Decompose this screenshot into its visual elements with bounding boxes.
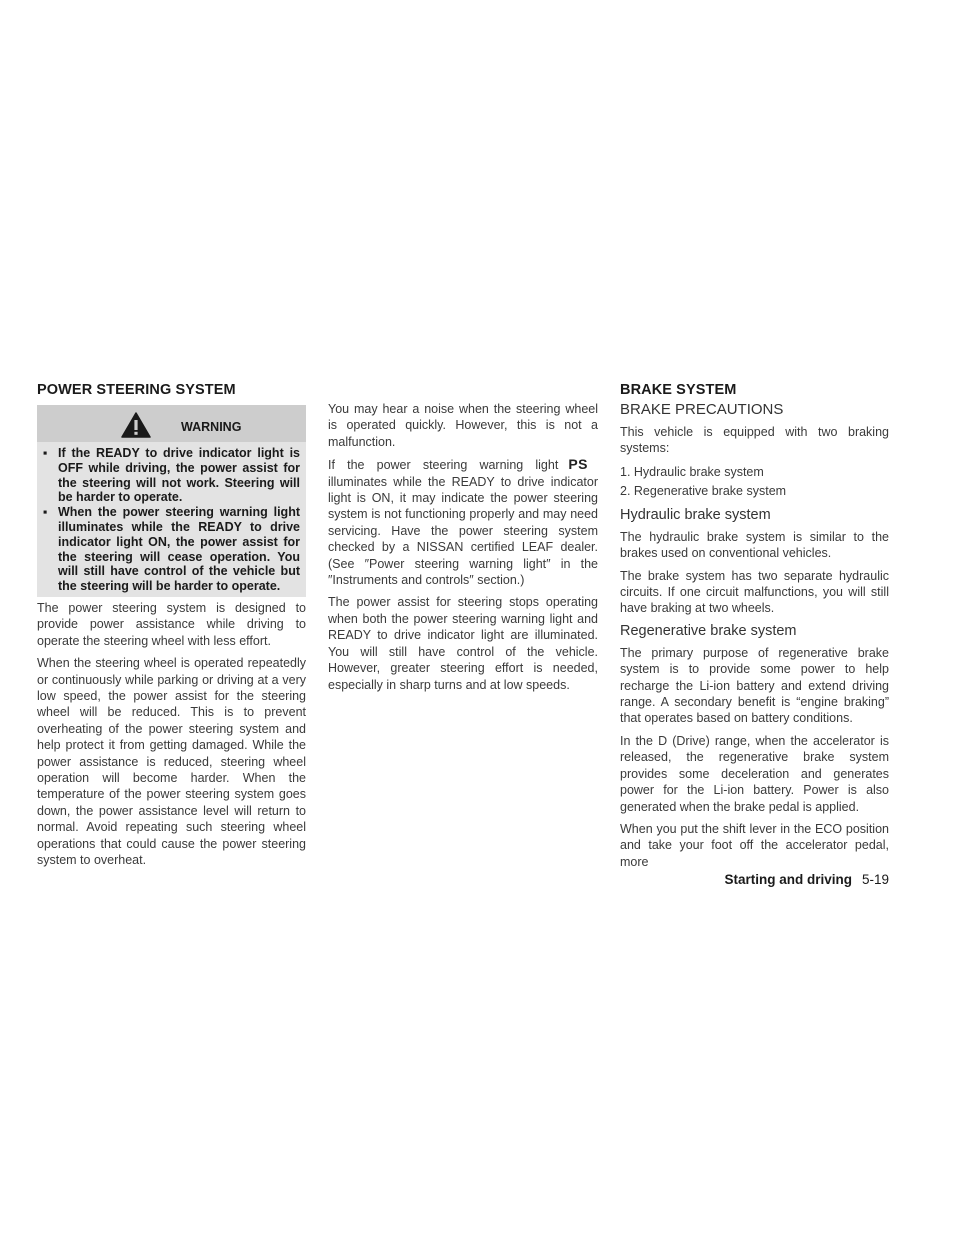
warning-header — [37, 405, 306, 442]
braking-systems-list — [620, 463, 889, 501]
bullet-icon: ▪ — [43, 446, 48, 460]
brake-precautions-heading: BRAKE PRECAUTIONS — [620, 401, 784, 418]
paragraph: When you put the shift lever in the ECO position and take your foot off the accelerator pedal, more — [620, 821, 889, 869]
bullet-icon: ▪ — [43, 505, 48, 520]
list-item: 2. Regenerative brake system — [620, 483, 787, 498]
right-body — [620, 401, 889, 876]
page-footer — [724, 872, 889, 887]
warning-label: WARNING — [181, 420, 242, 434]
power-steering-heading: POWER STEERING SYSTEM — [37, 382, 236, 398]
warning-item-text: When the power steering warning light illuminates while the READY to drive indicator light ON, the power assist for the steering will cease operation. You will still have control of the vehicle but the steering will be harder to operate. — [58, 505, 300, 594]
power-steering-warning-icon: PS — [568, 456, 588, 473]
paragraph: The power steering system is designed to provide power assistance while driving to operate the steering wheel with less effort. — [37, 601, 306, 648]
paragraph: The power assist for steering stops operating when both the power steering warning light and READY to drive indicator light are illuminated. You will still have control of the vehicle. However, greater steering effort is needed, especially in sharp turns and at low speeds. — [328, 595, 598, 692]
paragraph: The primary purpose of regenerative brake system is to provide some power to help recharge the Li-ion battery and extend driving range. A secondary benefit is “engine braking” that operates based on battery conditions. — [620, 645, 889, 726]
page-number: 5-19 — [861, 872, 889, 887]
paragraph: The brake system has two separate hydraulic circuits. If one circuit malfunctions, you will still have braking at two wheels. — [620, 568, 889, 616]
paragraph: When the steering wheel is operated repeatedly or continuously while parking or driving at a very low speed, the power assist for the steering wheel will be reduced. This is to prevent overheating of the power steering system and help protect it from getting damaged. While the power assistance is reduced, steering wheel operation will become harder. When the temperature of the power steering system goes down, the power assistance level will return to normal. Avoid repeating such steering wheel operations that could cause the power steering system to overheat. — [37, 656, 306, 868]
paragraph-text: If the power steering warning light — [328, 458, 559, 473]
warning-triangle-icon — [121, 412, 151, 438]
paragraph: You may hear a noise when the steering wheel is operated quickly. However, this is not a malfunction. — [328, 402, 598, 449]
footer-section-title: Starting and driving — [724, 872, 852, 887]
list-item: 1. Hydraulic brake system — [620, 464, 764, 479]
hydraulic-heading: Hydraulic brake system — [620, 506, 771, 523]
warning-item-text: If the READY to drive indicator light is OFF while driving, the power assist for the steering will not work. Steering will be harder to operate. — [58, 446, 300, 505]
warning-item — [37, 446, 300, 505]
warning-item — [37, 505, 300, 594]
paragraph — [328, 456, 598, 588]
warning-list — [37, 446, 306, 594]
left-body — [37, 600, 306, 875]
middle-body — [328, 401, 598, 699]
regenerative-heading: Regenerative brake system — [620, 622, 797, 639]
warning-box — [37, 405, 306, 597]
paragraph: This vehicle is equipped with two braking systems: — [620, 425, 889, 456]
paragraph: In the D (Drive) range, when the accelerator is released, the regenerative brake system provides some deceleration and generates power for the Li-ion battery. Power is also generated when the brake pedal is applied. — [620, 733, 889, 814]
brake-system-heading: BRAKE SYSTEM — [620, 382, 737, 398]
paragraph-text: illuminates while the READY to drive indicator light is ON, it may indicate the power steering system is not functioning properly and may need servicing. Have the power steering system checked by a NISSAN certified LEAF dealer. (See ″Power steering warning light″ in the ″Instruments and controls″ section.) — [328, 474, 598, 588]
paragraph: The hydraulic brake system is similar to the brakes used on conventional vehicles. — [620, 529, 889, 561]
